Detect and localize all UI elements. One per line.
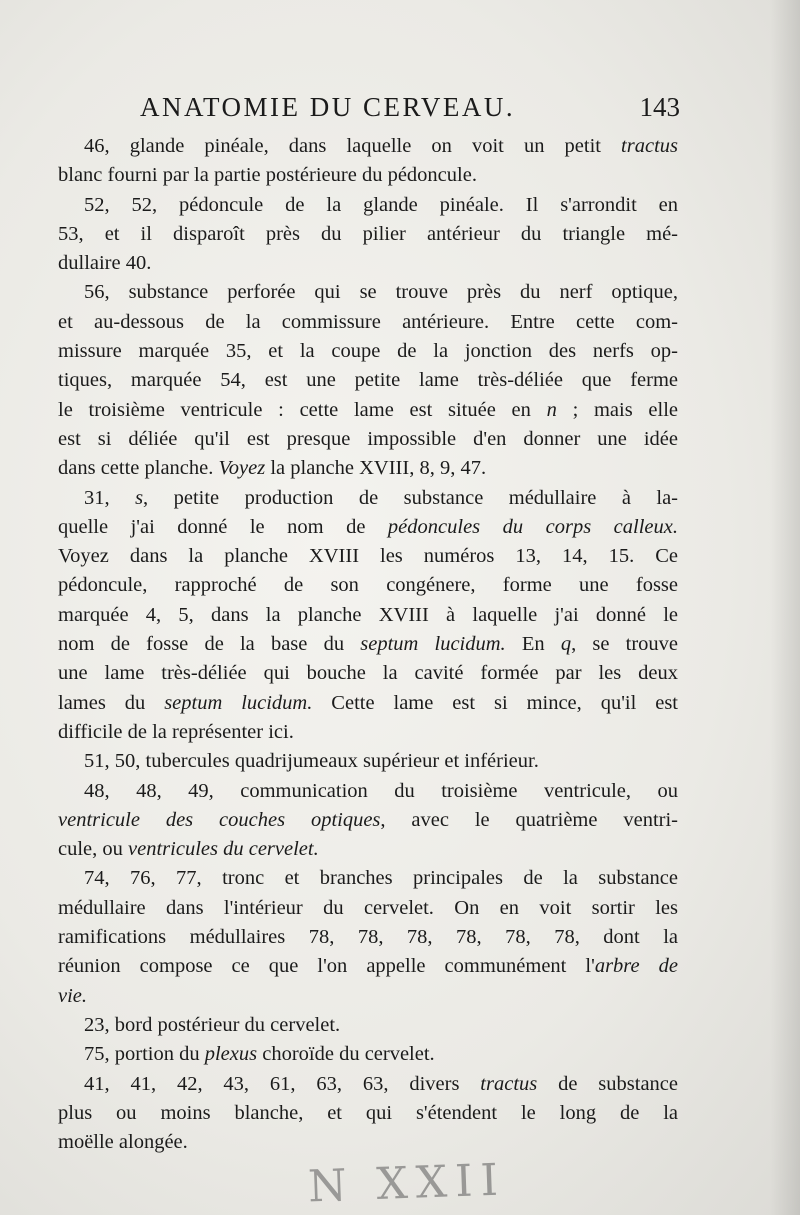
text-run: En <box>505 633 561 656</box>
italic-text: arbre de <box>594 955 678 978</box>
text-run: réunion compose ce que l'on appelle communément l' <box>58 955 595 978</box>
text-line <box>58 396 678 425</box>
text-run: 56, substance perforée qui se trouve près du nerf optique, <box>84 281 678 304</box>
text-run: est si déliée qu'il est presque impossible d'en donner une idée <box>58 427 678 450</box>
page-edge-shadow <box>770 0 800 1215</box>
text-line <box>58 513 678 542</box>
text-line <box>58 337 678 366</box>
text-run: 23, bord postérieur du cervelet. <box>84 1013 341 1036</box>
text-line <box>58 982 678 1011</box>
text-run: quelle j'ai donné le nom de <box>58 515 388 538</box>
text-run: pédoncule, rapproché de son congénere, forme une fosse <box>58 574 678 597</box>
text-run: et au-dessous de la commissure antérieure. Entre cette com- <box>58 310 678 333</box>
italic-text: septum lucidum. <box>164 691 313 714</box>
text-run: 41, 41, 42, 43, 61, 63, 63, divers <box>84 1072 481 1095</box>
text-run: 48, 48, 49, communication du troisième ventricule, ou <box>84 779 678 802</box>
text-line <box>58 454 678 483</box>
text-run: dans cette planche. <box>58 457 219 480</box>
italic-text: s <box>135 486 144 509</box>
text-run: choroïde du cervelet. <box>257 1043 435 1066</box>
text-line <box>58 191 678 220</box>
text-run: ramifications médullaires 78, 78, 78, 78, 78, 78, dont la <box>58 926 678 949</box>
text-run: tiques, marquée 54, est une petite lame très-déliée que ferme <box>58 369 678 392</box>
text-line <box>58 835 678 864</box>
text-line <box>58 1040 678 1069</box>
italic-text: ventricules du cervelet. <box>128 838 319 861</box>
text-run: difficile de la représenter ici. <box>58 720 294 743</box>
text-line <box>58 659 678 688</box>
page-header <box>140 92 680 132</box>
text-run: moëlle alongée. <box>58 1131 188 1154</box>
italic-text: plexus <box>204 1043 258 1066</box>
text-run: 52, 52, pédoncule de la glande pinéale. Il s'arrondit en <box>84 193 678 216</box>
text-run: 46, glande pinéale, dans laquelle on voit un petit <box>84 135 622 157</box>
text-run: missure marquée 35, et la coupe de la jonction des nerfs op- <box>58 340 678 363</box>
text-run: la planche XVIII, 8, 9, 47. <box>265 457 487 480</box>
text-line <box>58 308 678 337</box>
text-run: une lame très-déliée qui bouche la cavité formée par les deux <box>58 662 678 685</box>
text-run: le troisième ventricule : cette lame est située en <box>58 398 547 421</box>
text-line <box>58 630 678 659</box>
text-line <box>58 689 678 718</box>
text-line <box>58 952 678 981</box>
text-run: de substance <box>537 1072 678 1095</box>
text-run: médullaire dans l'intérieur du cervelet. On en voit sortir les <box>58 896 678 919</box>
italic-text: Voyez <box>218 457 266 480</box>
text-line <box>58 1070 678 1099</box>
text-line <box>58 542 678 571</box>
text-line <box>58 132 678 161</box>
text-line <box>58 1128 678 1157</box>
italic-text: pédoncules du corps calleux. <box>387 515 678 538</box>
text-run: 53, et il disparoît près du pilier antérieur du triangle mé- <box>58 222 678 245</box>
text-run: lames du <box>58 691 165 714</box>
text-run: Cette lame est si mince, qu'il est <box>312 691 679 714</box>
text-run: marquée 4, 5, dans la planche XVIII à laquelle j'ai donné le <box>58 603 678 626</box>
text-run: plus ou moins blanche, et qui s'étendent le long de la <box>58 1101 678 1124</box>
italic-text: q <box>560 633 572 656</box>
italic-text: tractus <box>480 1072 538 1095</box>
text-line <box>58 864 678 893</box>
text-line <box>58 747 678 776</box>
text-line <box>58 923 678 952</box>
text-run: cule, ou <box>58 838 129 861</box>
text-run: , se trouve <box>571 633 679 656</box>
text-line <box>58 484 678 513</box>
italic-text: tractus <box>621 135 678 157</box>
text-run: , petite production de substance médullaire à la- <box>143 486 678 509</box>
text-run: dullaire 40. <box>58 252 152 275</box>
text-line <box>58 425 678 454</box>
text-line <box>58 249 678 278</box>
text-run: ; mais elle <box>556 398 678 421</box>
text-line <box>58 1011 678 1040</box>
text-run: 31, <box>84 486 136 509</box>
text-line <box>58 806 678 835</box>
italic-text: septum lucidum. <box>360 633 506 656</box>
running-title: ANATOMIE DU CERVEAU. <box>140 92 516 122</box>
text-run: 51, 50, tubercules quadrijumeaux supérieur et inférieur. <box>84 750 539 773</box>
text-line <box>58 366 678 395</box>
text-line <box>58 777 678 806</box>
italic-text: n <box>546 398 557 421</box>
body-text <box>58 132 678 1157</box>
text-line <box>58 161 678 190</box>
text-run: 75, portion du <box>84 1043 205 1066</box>
text-line <box>58 220 678 249</box>
handwritten-annotation: N XXII <box>307 1154 507 1213</box>
text-run: Voyez dans la planche XVIII les numéros 13, 14, 15. Ce <box>58 545 678 568</box>
text-run: 74, 76, 77, tronc et branches principales de la substance <box>84 867 678 890</box>
text-line <box>58 1099 678 1128</box>
text-line <box>58 601 678 630</box>
text-line <box>58 894 678 923</box>
text-line <box>58 718 678 747</box>
italic-text: ventricule des couches optiques <box>58 808 381 831</box>
text-line <box>58 278 678 307</box>
italic-text: vie. <box>58 984 88 1007</box>
text-line <box>58 571 678 600</box>
text-run: nom de fosse de la base du <box>58 633 361 656</box>
page-number: 143 <box>639 92 680 122</box>
text-run: , avec le quatrième ventri- <box>380 808 679 831</box>
text-run: blanc fourni par la partie postérieure du pédoncule. <box>58 164 477 187</box>
